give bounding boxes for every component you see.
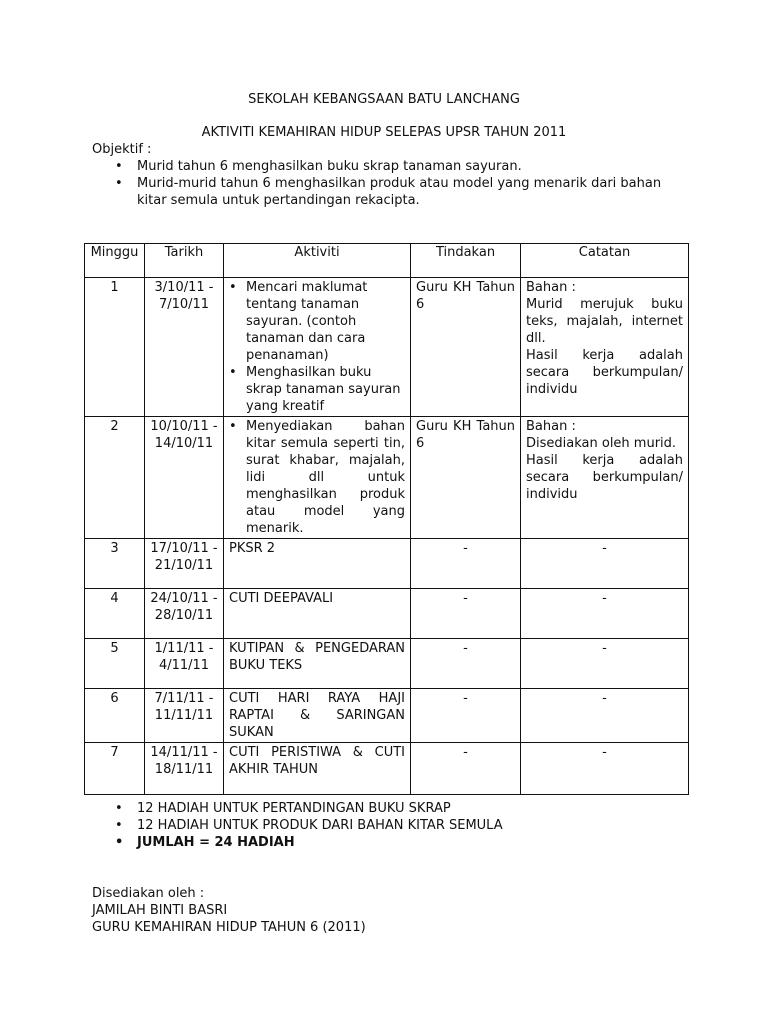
activity-cell: CUTI DEEPAVALI	[224, 589, 411, 639]
activity-cell	[224, 417, 411, 539]
action-cell: -	[411, 589, 521, 639]
notes-line: Bahan :	[526, 280, 576, 295]
date-cell: 10/10/11 - 14/10/11	[145, 417, 224, 539]
objectives-label: Objektif :	[92, 142, 152, 157]
header-activity: Aktiviti	[224, 244, 411, 278]
summary-item: • 12 HADIAH UNTUK PRODUK DARI BAHAN KITAR SEMULA	[92, 817, 688, 834]
activity-cell: KUTIPAN & PENGEDARAN BUKU TEKS	[224, 639, 411, 689]
notes-cell	[521, 278, 689, 417]
table-header-row	[85, 244, 689, 278]
prize-summary-list	[92, 800, 688, 851]
date-cell: 3/10/11 - 7/10/11	[145, 278, 224, 417]
activity-schedule-table	[84, 243, 689, 795]
week-cell: 2	[85, 417, 145, 539]
week-cell: 3	[85, 539, 145, 589]
summary-item: • 12 HADIAH UNTUK PERTANDINGAN BUKU SKRAP	[92, 800, 688, 817]
table-row	[85, 539, 689, 589]
action-cell: -	[411, 539, 521, 589]
header-week: Minggu	[85, 244, 145, 278]
notes-cell: -	[521, 639, 689, 689]
notes-cell: -	[521, 743, 689, 795]
notes-line: Hasil kerja adalah secara berkumpulan/ individu	[526, 453, 683, 502]
table-row	[85, 639, 689, 689]
preparer-name: JAMILAH BINTI BASRI	[92, 903, 228, 918]
notes-line: Hasil kerja adalah secara berkumpulan/ individu	[526, 348, 683, 397]
header-date: Tarikh	[145, 244, 224, 278]
activity-item: • Mencari maklumat tentang tanaman sayuran. (contoh tanaman dan cara penanaman)	[224, 279, 405, 364]
notes-cell: -	[521, 589, 689, 639]
table-row	[85, 278, 689, 417]
action-cell: -	[411, 689, 521, 743]
week-cell: 1	[85, 278, 145, 417]
date-cell: 1/11/11 - 4/11/11	[145, 639, 224, 689]
week-cell: 5	[85, 639, 145, 689]
signature-block	[92, 885, 366, 936]
activity-item: • Menghasilkan buku skrap tanaman sayuran yang kreatif	[224, 364, 405, 415]
date-cell: 7/11/11 - 11/11/11	[145, 689, 224, 743]
objective-item: • Murid-murid tahun 6 menghasilkan produk atau model yang menarik dari bahan kitar semula untuk pertandingan rekacipta.	[92, 175, 688, 209]
header-action: Tindakan	[411, 244, 521, 278]
preparer-position: GURU KEMAHIRAN HIDUP TAHUN 6 (2011)	[92, 920, 366, 935]
activity-cell: CUTI PERISTIWA & CUTI AKHIR TAHUN	[224, 743, 411, 795]
week-cell: 7	[85, 743, 145, 795]
summary-total: • JUMLAH = 24 HADIAH	[92, 834, 688, 851]
table-row	[85, 417, 689, 539]
date-cell: 14/11/11 - 18/11/11	[145, 743, 224, 795]
notes-line: Disediakan oleh murid.	[526, 436, 677, 451]
notes-cell	[521, 417, 689, 539]
week-cell: 6	[85, 689, 145, 743]
objective-item: • Murid tahun 6 menghasilkan buku skrap tanaman sayuran.	[92, 158, 688, 175]
school-name: SEKOLAH KEBANGSAAN BATU LANCHANG	[248, 92, 520, 107]
week-cell: 4	[85, 589, 145, 639]
prepared-by-label: Disediakan oleh :	[92, 886, 205, 901]
activity-cell	[224, 278, 411, 417]
date-cell: 24/10/11 - 28/10/11	[145, 589, 224, 639]
notes-cell: -	[521, 689, 689, 743]
date-cell: 17/10/11 - 21/10/11	[145, 539, 224, 589]
action-cell: -	[411, 743, 521, 795]
table-row	[85, 689, 689, 743]
notes-line: Bahan :	[526, 419, 576, 434]
notes-cell: -	[521, 539, 689, 589]
action-cell: Guru KH Tahun 6	[411, 278, 521, 417]
action-cell: Guru KH Tahun 6	[411, 417, 521, 539]
notes-line: Murid merujuk buku teks, majalah, internet dll.	[526, 297, 683, 346]
activity-item: • Menyediakan bahan kitar semula seperti tin, surat khabar, majalah, lidi dll untuk menghasilkan produk atau model yang menarik.	[224, 418, 405, 537]
document-title: AKTIVITI KEMAHIRAN HIDUP SELEPAS UPSR TAHUN 2011	[201, 125, 567, 140]
header-notes: Catatan	[521, 244, 689, 278]
table-row	[85, 743, 689, 795]
table-row	[85, 589, 689, 639]
action-cell: -	[411, 639, 521, 689]
activity-cell: CUTI HARI RAYA HAJI RAPTAI & SARINGAN SUKAN	[224, 689, 411, 743]
activity-cell: PKSR 2	[224, 539, 411, 589]
objectives-list	[92, 158, 688, 209]
